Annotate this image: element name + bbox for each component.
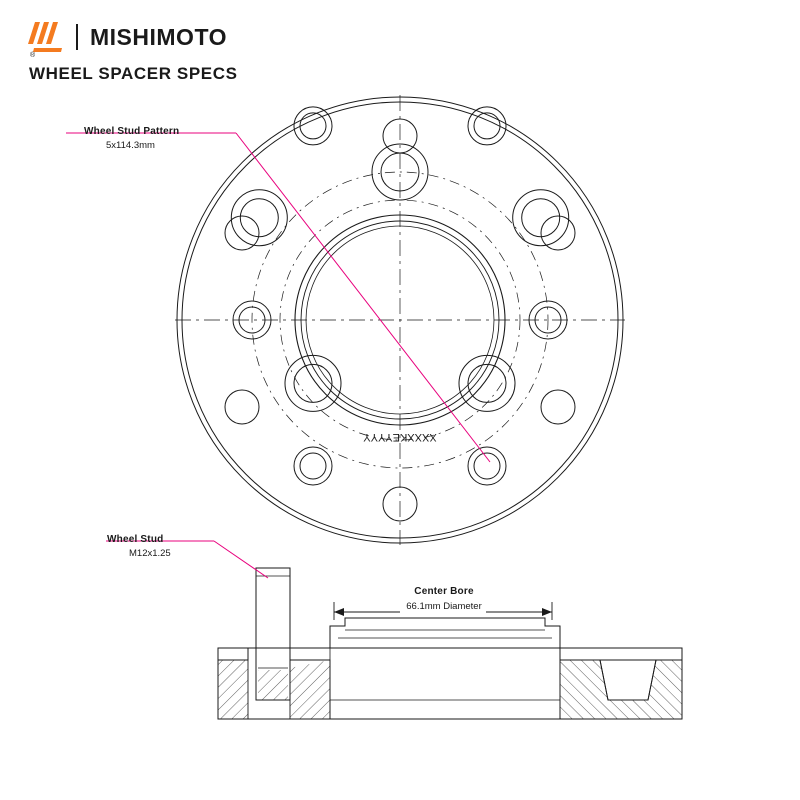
callout-value: 5x114.3mm — [106, 140, 155, 151]
brand-name: MISHIMOTO — [90, 23, 227, 50]
lug-hole — [468, 447, 506, 485]
stud-hole — [231, 190, 287, 246]
callout-title: Center Bore — [414, 586, 474, 597]
callout-wheel-stud-pattern — [84, 126, 179, 151]
front-view — [175, 95, 625, 545]
lug-hole — [468, 107, 506, 145]
lug-hole — [294, 107, 332, 145]
registered-mark: ® — [30, 52, 36, 59]
callout-value: 66.1mm Diameter — [406, 601, 482, 612]
stud-hole — [513, 190, 569, 246]
stud-hole — [285, 355, 341, 411]
callout-wheel-stud — [107, 534, 171, 559]
page-title: WHEEL SPACER SPECS — [29, 64, 238, 83]
callout-title: Wheel Stud — [107, 534, 164, 545]
bore-detail-lines — [330, 648, 560, 719]
callout-center-bore — [334, 586, 554, 612]
engraving-text: XXXXKEYYYY — [363, 431, 437, 443]
callout-value: M12x1.25 — [129, 548, 171, 559]
callout-title: Wheel Stud Pattern — [84, 126, 180, 137]
lug-hole — [294, 447, 332, 485]
wheel-stud-part — [256, 568, 290, 700]
